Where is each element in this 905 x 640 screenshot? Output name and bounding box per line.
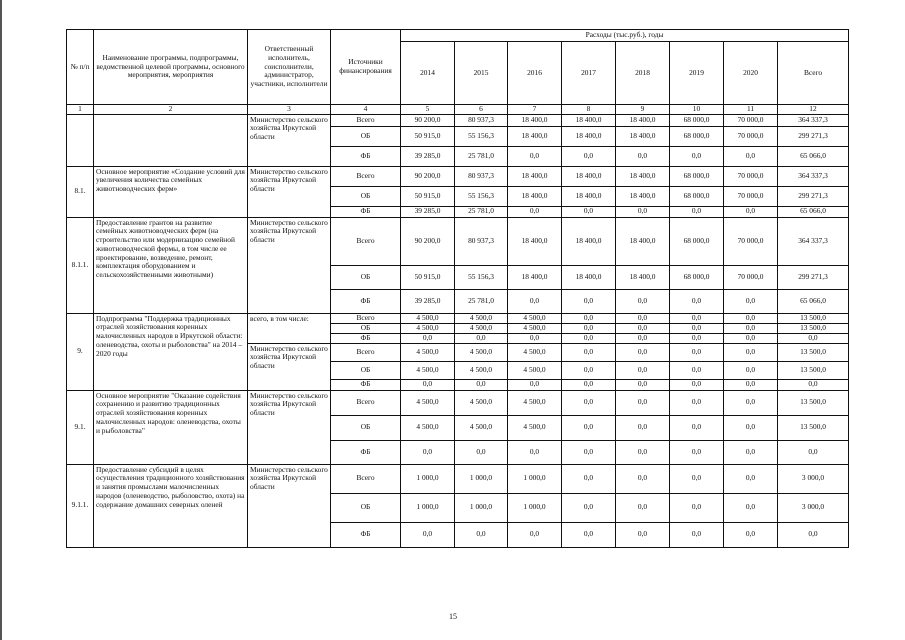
funding-source: ФБ [331, 206, 401, 217]
year-value: 68 000,0 [670, 126, 724, 146]
header-total: Всего [778, 42, 849, 105]
funding-source: ОБ [331, 186, 401, 206]
year-value: 4 500,0 [508, 343, 562, 361]
funding-source: Всего [331, 114, 401, 126]
funding-source: Всего [331, 313, 401, 323]
year-value: 50 915,0 [401, 186, 455, 206]
year-value: 0,0 [670, 333, 724, 343]
header-num: № п/п [67, 30, 94, 105]
year-value: 18 400,0 [616, 265, 670, 289]
year-value: 4 500,0 [455, 361, 508, 379]
funding-source: ФБ [331, 289, 401, 313]
year-value: 0,0 [616, 333, 670, 343]
year-value: 0,0 [616, 361, 670, 379]
year-value: 18 400,0 [508, 166, 562, 186]
total-value: 13 500,0 [778, 390, 849, 415]
year-value: 0,0 [401, 379, 455, 390]
total-value: 299 271,3 [778, 265, 849, 289]
year-value: 0,0 [616, 206, 670, 217]
year-value: 0,0 [616, 390, 670, 415]
year-value: 0,0 [562, 522, 616, 547]
column-number: 6 [455, 105, 508, 115]
funding-source: ФБ [331, 333, 401, 343]
executor-cell: всего, в том числе: [248, 313, 331, 343]
year-value: 4 500,0 [508, 313, 562, 323]
total-value: 13 500,0 [778, 323, 849, 333]
header-source: Источники финансирования [331, 30, 401, 105]
year-value: 50 915,0 [401, 265, 455, 289]
year-value: 39 285,0 [401, 146, 455, 166]
year-value: 0,0 [724, 333, 778, 343]
expenses-table [66, 29, 849, 548]
executor-cell: Министерство сельского хозяйства Иркутской области [248, 343, 331, 390]
year-value: 90 200,0 [401, 217, 455, 265]
column-number: 11 [724, 105, 778, 115]
year-value: 0,0 [562, 323, 616, 333]
year-value: 25 781,0 [455, 206, 508, 217]
year-value: 68 000,0 [670, 114, 724, 126]
year-value: 0,0 [401, 440, 455, 464]
year-value: 0,0 [670, 493, 724, 522]
year-value: 55 156,3 [455, 265, 508, 289]
column-number: 1 [67, 105, 94, 115]
total-value: 0,0 [778, 440, 849, 464]
total-value: 3 000,0 [778, 464, 849, 493]
row-number: 8.1.1. [67, 217, 94, 313]
year-value: 18 400,0 [616, 166, 670, 186]
year-value: 55 156,3 [455, 186, 508, 206]
table-row [67, 390, 849, 415]
total-value: 0,0 [778, 333, 849, 343]
year-value: 0,0 [724, 206, 778, 217]
program-name: Предоставление субсидий в целях осуществления традиционного хозяйствования и занятия промыслами малочисленных народов (оленеводство, рыболовство, охота) на содержание домашних северных оленей [94, 464, 248, 547]
year-value: 4 500,0 [455, 390, 508, 415]
year-value: 18 400,0 [562, 114, 616, 126]
year-value: 80 937,3 [455, 114, 508, 126]
column-number: 7 [508, 105, 562, 115]
row-number: 9. [67, 313, 94, 390]
year-value: 0,0 [724, 440, 778, 464]
year-value: 18 400,0 [508, 186, 562, 206]
year-value: 68 000,0 [670, 217, 724, 265]
year-value: 0,0 [616, 440, 670, 464]
year-value: 4 500,0 [508, 323, 562, 333]
year-value: 0,0 [724, 361, 778, 379]
table-row [67, 464, 849, 493]
year-value: 4 500,0 [401, 313, 455, 323]
year-value: 90 200,0 [401, 114, 455, 126]
year-value: 0,0 [724, 323, 778, 333]
program-name: Основное мероприятие "Оказание содействия сохранению и развитию традиционных отраслей хозяйствования коренных малочисленных народов: оленеводства, охоты и рыболовства" [94, 390, 248, 464]
year-value: 0,0 [616, 522, 670, 547]
header-year: 2015 [455, 42, 508, 105]
year-value: 0,0 [455, 522, 508, 547]
column-number: 12 [778, 105, 849, 115]
year-value: 0,0 [508, 440, 562, 464]
year-value: 18 400,0 [508, 217, 562, 265]
year-value: 0,0 [724, 289, 778, 313]
year-value: 0,0 [616, 323, 670, 333]
column-number: 8 [562, 105, 616, 115]
year-value: 4 500,0 [401, 415, 455, 440]
year-value: 0,0 [670, 206, 724, 217]
funding-source: ОБ [331, 323, 401, 333]
year-value: 4 500,0 [455, 343, 508, 361]
year-value: 0,0 [508, 146, 562, 166]
year-value: 25 781,0 [455, 146, 508, 166]
year-value: 0,0 [670, 323, 724, 333]
year-value: 0,0 [455, 440, 508, 464]
year-value: 0,0 [562, 464, 616, 493]
program-name: Подпрограмма "Поддержка традиционных отраслей хозяйствования коренных малочисленных народов в Иркутской области: оленеводства, охоты и рыболовства" на 2014 – 2020 годы [94, 313, 248, 390]
funding-source: ОБ [331, 126, 401, 146]
table-row [67, 166, 849, 186]
year-value: 68 000,0 [670, 265, 724, 289]
funding-source: Всего [331, 343, 401, 361]
year-value: 0,0 [616, 493, 670, 522]
year-value: 90 200,0 [401, 166, 455, 186]
row-number [67, 114, 94, 166]
year-value: 1 000,0 [401, 493, 455, 522]
year-value: 18 400,0 [562, 126, 616, 146]
row-number: 8.1. [67, 166, 94, 217]
total-value: 65 066,0 [778, 289, 849, 313]
year-value: 18 400,0 [562, 265, 616, 289]
year-value: 18 400,0 [508, 114, 562, 126]
year-value: 18 400,0 [616, 114, 670, 126]
total-value: 65 066,0 [778, 206, 849, 217]
funding-source: ФБ [331, 379, 401, 390]
year-value: 0,0 [508, 522, 562, 547]
year-value: 0,0 [670, 415, 724, 440]
total-value: 0,0 [778, 522, 849, 547]
year-value: 0,0 [508, 333, 562, 343]
year-value: 0,0 [724, 313, 778, 323]
year-value: 0,0 [616, 464, 670, 493]
total-value: 299 271,3 [778, 186, 849, 206]
year-value: 0,0 [724, 415, 778, 440]
year-value: 1 000,0 [508, 493, 562, 522]
year-value: 0,0 [724, 146, 778, 166]
year-value: 0,0 [724, 343, 778, 361]
year-value: 0,0 [562, 333, 616, 343]
year-value: 1 000,0 [401, 464, 455, 493]
year-value: 39 285,0 [401, 206, 455, 217]
year-value: 0,0 [616, 313, 670, 323]
executor-cell: Министерство сельского хозяйства Иркутской области [248, 114, 331, 166]
year-value: 18 400,0 [508, 265, 562, 289]
year-value: 0,0 [562, 289, 616, 313]
year-value: 18 400,0 [616, 126, 670, 146]
year-value: 0,0 [455, 333, 508, 343]
column-number: 3 [248, 105, 331, 115]
funding-source: ОБ [331, 415, 401, 440]
funding-source: Всего [331, 217, 401, 265]
year-value: 70 000,0 [724, 166, 778, 186]
year-value: 4 500,0 [508, 361, 562, 379]
program-name: Предоставление грантов на развитие семейных животноводческих ферм (на строительство или модернизацию семейной животноводческой фермы, в том числе ее проектирование, возведение, ремонт, комплектация оборудованием и сельскохозяйственными животными) [94, 217, 248, 313]
table-row [67, 313, 849, 323]
year-value: 0,0 [562, 313, 616, 323]
year-value: 0,0 [670, 146, 724, 166]
year-value: 18 400,0 [616, 186, 670, 206]
total-value: 3 000,0 [778, 493, 849, 522]
total-value: 13 500,0 [778, 343, 849, 361]
executor-cell: Министерство сельского хозяйства Иркутской области [248, 217, 331, 313]
year-value: 0,0 [508, 289, 562, 313]
year-value: 70 000,0 [724, 114, 778, 126]
year-value: 0,0 [562, 343, 616, 361]
total-value: 13 500,0 [778, 361, 849, 379]
year-value: 4 500,0 [455, 313, 508, 323]
total-value: 364 337,3 [778, 217, 849, 265]
year-value: 0,0 [724, 379, 778, 390]
year-value: 4 500,0 [455, 415, 508, 440]
total-value: 364 337,3 [778, 114, 849, 126]
executor-cell: Министерство сельского хозяйства Иркутской области [248, 166, 331, 217]
year-value: 0,0 [724, 390, 778, 415]
header-year: 2018 [616, 42, 670, 105]
year-value: 0,0 [562, 493, 616, 522]
table-row [67, 114, 849, 126]
year-value: 1 000,0 [455, 493, 508, 522]
year-value: 25 781,0 [455, 289, 508, 313]
year-value: 0,0 [670, 361, 724, 379]
column-number: 9 [616, 105, 670, 115]
year-value: 0,0 [562, 146, 616, 166]
header-executor: Ответственный исполнитель, соисполнители, администратор, участники, исполнители [248, 30, 331, 105]
year-value: 0,0 [401, 522, 455, 547]
year-value: 0,0 [616, 379, 670, 390]
year-value: 1 000,0 [508, 464, 562, 493]
funding-source: Всего [331, 464, 401, 493]
year-value: 18 400,0 [562, 217, 616, 265]
header-year: 2016 [508, 42, 562, 105]
year-value: 0,0 [670, 313, 724, 323]
year-value: 0,0 [508, 206, 562, 217]
funding-source: ОБ [331, 265, 401, 289]
funding-source: Всего [331, 390, 401, 415]
funding-source: ФБ [331, 522, 401, 547]
year-value: 4 500,0 [508, 415, 562, 440]
year-value: 0,0 [562, 440, 616, 464]
column-number: 5 [401, 105, 455, 115]
year-value: 4 500,0 [401, 343, 455, 361]
year-value: 0,0 [670, 289, 724, 313]
year-value: 1 000,0 [455, 464, 508, 493]
total-value: 364 337,3 [778, 166, 849, 186]
year-value: 70 000,0 [724, 217, 778, 265]
year-value: 70 000,0 [724, 186, 778, 206]
header-year: 2014 [401, 42, 455, 105]
table-row [67, 217, 849, 265]
year-value: 0,0 [562, 361, 616, 379]
header-name: Наименование программы, подпрограммы, ведомственной целевой программы, основного мероприятия, мероприятия [94, 30, 248, 105]
year-value: 18 400,0 [616, 217, 670, 265]
year-value: 4 500,0 [401, 390, 455, 415]
total-value: 299 271,3 [778, 126, 849, 146]
year-value: 68 000,0 [670, 166, 724, 186]
funding-source: Всего [331, 166, 401, 186]
year-value: 0,0 [670, 379, 724, 390]
header-year: 2019 [670, 42, 724, 105]
total-value: 65 066,0 [778, 146, 849, 166]
row-number: 9.1. [67, 390, 94, 464]
year-value: 39 285,0 [401, 289, 455, 313]
year-value: 4 500,0 [455, 323, 508, 333]
year-value: 0,0 [670, 440, 724, 464]
year-value: 4 500,0 [508, 390, 562, 415]
year-value: 0,0 [562, 379, 616, 390]
year-value: 18 400,0 [562, 186, 616, 206]
year-value: 0,0 [616, 146, 670, 166]
column-number: 10 [670, 105, 724, 115]
year-value: 70 000,0 [724, 265, 778, 289]
column-number: 4 [331, 105, 401, 115]
year-value: 0,0 [724, 464, 778, 493]
header-expenses: Расходы (тыс.руб.), годы [401, 30, 849, 42]
funding-source: ОБ [331, 493, 401, 522]
executor-cell: Министерство сельского хозяйства Иркутской области [248, 464, 331, 547]
funding-source: ОБ [331, 361, 401, 379]
column-number: 2 [94, 105, 248, 115]
year-value: 50 915,0 [401, 126, 455, 146]
program-name [94, 114, 248, 166]
year-value: 0,0 [670, 522, 724, 547]
total-value: 0,0 [778, 379, 849, 390]
page-edge [0, 0, 2, 640]
total-value: 13 500,0 [778, 313, 849, 323]
year-value: 4 500,0 [401, 323, 455, 333]
program-name: Основное мероприятие «Создание условий для увеличения количества семейных животноводческих ферм» [94, 166, 248, 217]
year-value: 0,0 [670, 390, 724, 415]
year-value: 18 400,0 [562, 166, 616, 186]
year-value: 0,0 [401, 333, 455, 343]
year-value: 80 937,3 [455, 166, 508, 186]
page-number: 15 [449, 612, 457, 621]
year-value: 0,0 [616, 415, 670, 440]
year-value: 68 000,0 [670, 186, 724, 206]
header-year: 2020 [724, 42, 778, 105]
year-value: 0,0 [670, 343, 724, 361]
year-value: 0,0 [508, 379, 562, 390]
year-value: 0,0 [616, 289, 670, 313]
year-value: 80 937,3 [455, 217, 508, 265]
year-value: 0,0 [562, 390, 616, 415]
year-value: 0,0 [724, 493, 778, 522]
total-value: 13 500,0 [778, 415, 849, 440]
row-number: 9.1.1. [67, 464, 94, 547]
executor-cell: Министерство сельского хозяйства Иркутской области [248, 390, 331, 464]
year-value: 18 400,0 [508, 126, 562, 146]
header-year: 2017 [562, 42, 616, 105]
year-value: 0,0 [616, 343, 670, 361]
year-value: 55 156,3 [455, 126, 508, 146]
year-value: 0,0 [455, 379, 508, 390]
year-value: 0,0 [562, 415, 616, 440]
year-value: 4 500,0 [401, 361, 455, 379]
year-value: 0,0 [562, 206, 616, 217]
funding-source: ФБ [331, 440, 401, 464]
year-value: 70 000,0 [724, 126, 778, 146]
funding-source: ФБ [331, 146, 401, 166]
year-value: 0,0 [724, 522, 778, 547]
year-value: 0,0 [670, 464, 724, 493]
